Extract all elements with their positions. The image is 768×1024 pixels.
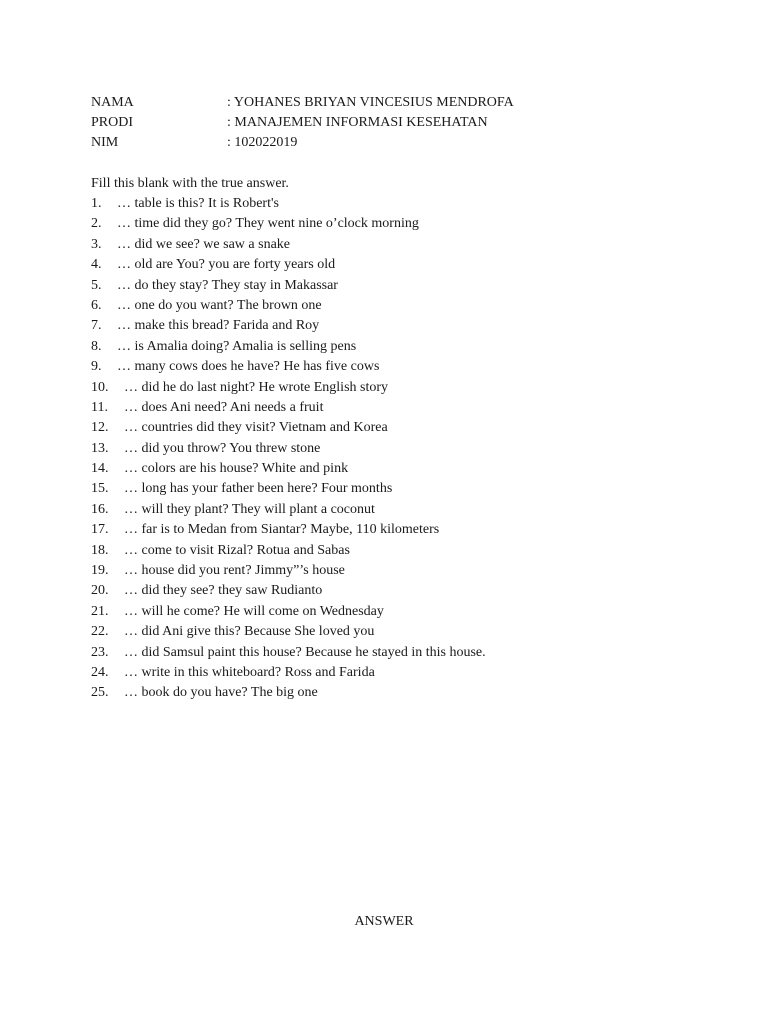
question-text: … book do you have? The big one bbox=[124, 685, 318, 701]
question-text: … old are You? you are forty years old bbox=[117, 257, 336, 273]
question-number: 24. bbox=[91, 664, 109, 680]
question-item bbox=[91, 541, 691, 561]
question-item bbox=[91, 398, 691, 418]
question-item bbox=[91, 561, 691, 581]
question-item bbox=[91, 683, 691, 703]
question-item bbox=[91, 378, 691, 398]
question-text: … table is this? It is Robert's bbox=[117, 196, 279, 211]
question-item bbox=[91, 520, 691, 540]
question-number: 8. bbox=[91, 338, 102, 354]
question-item bbox=[91, 663, 691, 683]
question-item bbox=[91, 439, 691, 459]
question-text: … do they stay? They stay in Makassar bbox=[117, 277, 338, 293]
question-item bbox=[91, 622, 691, 642]
question-item bbox=[91, 194, 691, 214]
question-text: … did you throw? You threw stone bbox=[124, 440, 321, 456]
question-text: … one do you want? The brown one bbox=[117, 297, 322, 313]
question-text: … far is to Medan from Siantar? Maybe, 110 kilometers bbox=[124, 522, 440, 538]
question-number: 15. bbox=[91, 481, 109, 497]
question-text: … come to visit Rizal? Rotua and Sabas bbox=[124, 542, 350, 558]
question-item bbox=[91, 418, 691, 438]
instruction-text: Fill this blank with the true answer. bbox=[91, 176, 289, 191]
question-number: 6. bbox=[91, 297, 102, 313]
question-text: … did they see? they saw Rudianto bbox=[124, 583, 323, 599]
question-item bbox=[91, 500, 691, 520]
student-info-header bbox=[91, 93, 691, 153]
question-item bbox=[91, 602, 691, 622]
question-number: 1. bbox=[91, 196, 102, 211]
question-text: … will he come? He will come on Wednesday bbox=[124, 603, 384, 619]
question-text: … did he do last night? He wrote English story bbox=[124, 379, 389, 395]
question-text: … did we see? we saw a snake bbox=[117, 236, 290, 252]
name-label: NAMA bbox=[91, 95, 134, 110]
study-program-label: PRODI bbox=[91, 115, 134, 130]
question-item bbox=[91, 479, 691, 499]
question-number: 17. bbox=[91, 522, 109, 538]
question-item bbox=[91, 276, 691, 296]
student-id-row bbox=[91, 133, 691, 153]
question-text: … write in this whiteboard? Ross and Farida bbox=[124, 664, 375, 680]
question-text: … time did they go? They went nine o’clock morning bbox=[117, 216, 419, 232]
question-number: 12. bbox=[91, 420, 109, 436]
question-number: 3. bbox=[91, 236, 102, 252]
question-text: … long has your father been here? Four months bbox=[124, 481, 393, 497]
question-text: … house did you rent? Jimmy”’s house bbox=[124, 563, 345, 579]
question-number: 25. bbox=[91, 685, 109, 701]
question-number: 2. bbox=[91, 216, 102, 232]
question-item bbox=[91, 235, 691, 255]
question-text: … is Amalia doing? Amalia is selling pens bbox=[117, 338, 357, 354]
question-number: 10. bbox=[91, 379, 109, 395]
question-number: 19. bbox=[91, 563, 109, 579]
question-number: 20. bbox=[91, 583, 109, 599]
question-number: 13. bbox=[91, 440, 109, 456]
question-text: … does Ani need? Ani needs a fruit bbox=[124, 399, 324, 415]
name-value: : YOHANES BRIYAN VINCESIUS MENDROFA bbox=[227, 95, 514, 110]
question-number: 5. bbox=[91, 277, 102, 293]
question-number: 22. bbox=[91, 624, 109, 640]
question-item bbox=[91, 255, 691, 275]
question-number: 4. bbox=[91, 257, 102, 273]
question-text: … make this bread? Farida and Roy bbox=[117, 318, 320, 334]
question-list bbox=[91, 194, 691, 704]
question-number: 16. bbox=[91, 501, 109, 517]
question-item bbox=[91, 296, 691, 316]
student-id-label: NIM bbox=[91, 135, 119, 150]
question-text: … colors are his house? White and pink bbox=[124, 461, 349, 477]
question-item bbox=[91, 214, 691, 234]
question-number: 14. bbox=[91, 461, 109, 477]
question-number: 11. bbox=[91, 399, 108, 415]
question-text: … did Samsul paint this house? Because he stayed in this house. bbox=[124, 644, 486, 660]
student-id-value: : 102022019 bbox=[227, 135, 298, 150]
question-number: 21. bbox=[91, 603, 109, 619]
answer-heading: ANSWER bbox=[354, 914, 414, 929]
question-text: … did Ani give this? Because She loved you bbox=[124, 624, 375, 640]
question-item bbox=[91, 581, 691, 601]
question-number: 9. bbox=[91, 359, 102, 375]
question-text: … many cows does he have? He has five cows bbox=[117, 359, 380, 375]
question-item bbox=[91, 643, 691, 663]
question-item bbox=[91, 337, 691, 357]
question-number: 23. bbox=[91, 644, 109, 660]
question-text: … will they plant? They will plant a coconut bbox=[124, 501, 375, 517]
study-program-value: : MANAJEMEN INFORMASI KESEHATAN bbox=[227, 115, 488, 130]
question-item bbox=[91, 357, 691, 377]
name-row bbox=[91, 93, 691, 113]
study-program-row bbox=[91, 113, 691, 133]
question-item bbox=[91, 316, 691, 336]
question-item bbox=[91, 459, 691, 479]
question-number: 7. bbox=[91, 318, 102, 334]
question-number: 18. bbox=[91, 542, 109, 558]
question-text: … countries did they visit? Vietnam and Korea bbox=[124, 420, 388, 436]
